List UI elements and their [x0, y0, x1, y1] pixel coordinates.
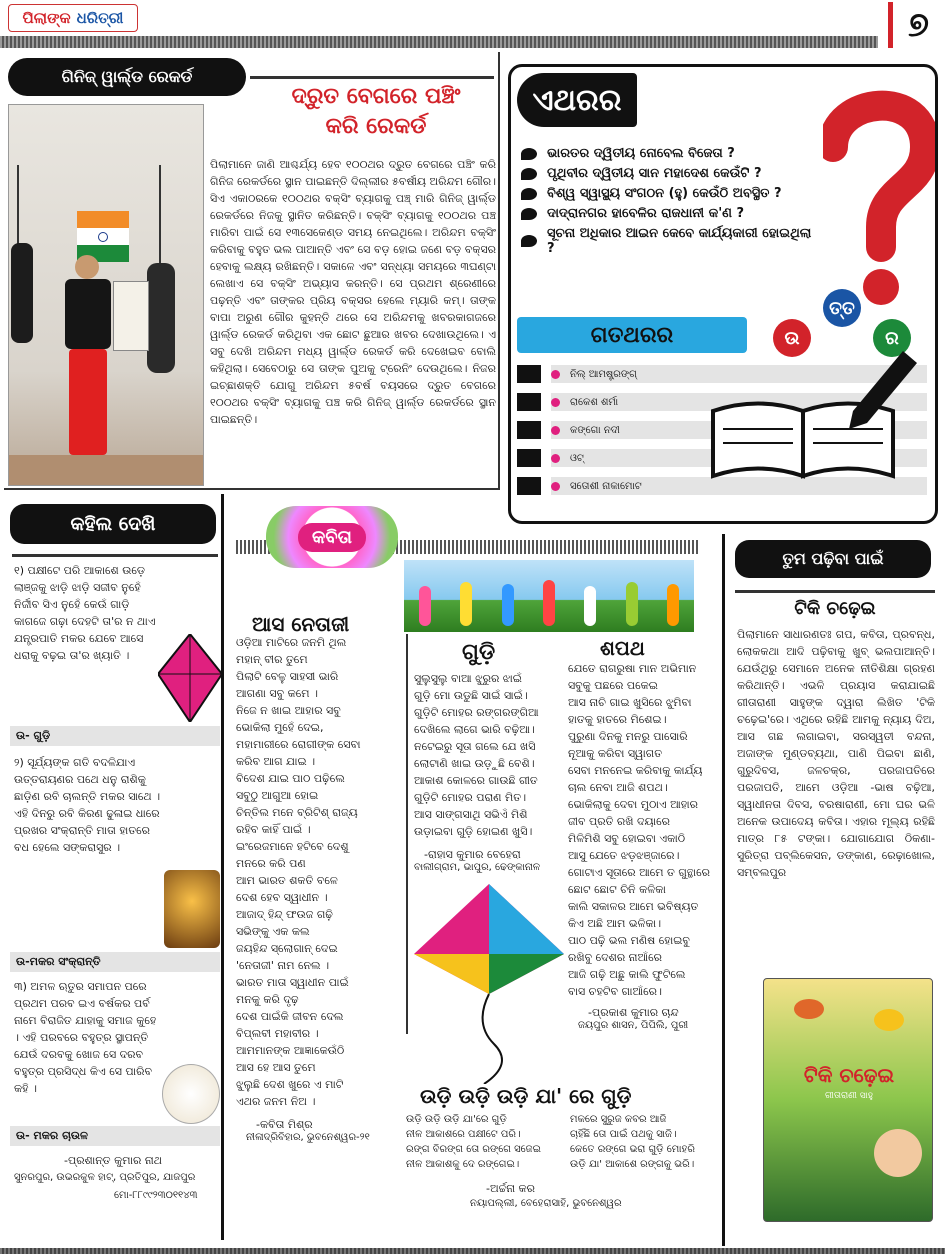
answer-row: ନିଲ୍ ଆମଷ୍ଟ୍ରଙ୍ଗ୍ — [517, 363, 927, 385]
answer-row: କଙ୍ଗୋ ନଦୀ — [517, 419, 927, 441]
poem-line: ପାଠ ପଢ଼ି ଭଲ ମଣିଷ ହୋଇବୁ — [568, 934, 690, 947]
poem-line: କରିବ ଆଗ ଯାଇ । — [236, 755, 316, 768]
poem-line: ଭାରତ ମାତା ସ୍ୱାଧୀନ ପାଇଁ — [236, 976, 349, 989]
boy-body — [65, 279, 111, 349]
record-rule — [250, 76, 494, 79]
poem-line: ଦେଖିଲେ ଲାଗେ ଭାରି ବଢ଼ିଆ। — [414, 723, 535, 736]
quiz-question: ପୃଥିବୀର ଦ୍ୱିତୀୟ ସାନ ମହାଦେଶ କେଉଁଟି ? — [521, 166, 821, 181]
quiz-question: ସୂଚନା ଅଧିକାର ଆଇନ କେବେ କାର୍ଯ୍ୟକାରୀ ହୋଇଥିଲା ? — [521, 226, 821, 256]
answer-row: ରାକେଶ ଶର୍ମା — [517, 391, 927, 413]
answer-row: ଓଟ୍ — [517, 447, 927, 469]
book-title: ଟିକି ଚଢ଼େଇ — [794, 598, 876, 619]
netaji-poem — [236, 634, 406, 1254]
poem-line: ଆସ ସାଙ୍ଗସାଥି ସଭିଏଁ ମିଶି — [414, 808, 528, 821]
poem-line: କେତେ ରଙ୍ଗେ ଭରା ଗୁଡ଼ି ମୋହରି — [570, 1144, 695, 1155]
poem-line: ଭୋକିଲା ମୁହେଁ ଦେଇ, — [236, 721, 324, 734]
poem-line: ବିପ୍ଲବୀ ମହାବୀର । — [236, 1027, 319, 1040]
kite-icon — [158, 634, 222, 722]
bullet-icon — [521, 168, 537, 180]
riddle-2-answer: ଉ-ମକର ସଂକ୍ରାନ୍ତି — [10, 952, 220, 972]
record-title-line1: ଦ୍ରୁତ ବେଗରେ ପଞ୍ଚିଂ — [291, 84, 461, 109]
poem-line: ଚାଲ ନେବା ଆଜି ଶପଥ। — [568, 781, 668, 794]
poem-line: ଚିନ୍ତିଲ ମନେ ବ୍ରିଟିଶ୍ ରାଜ୍ୟ — [236, 806, 358, 819]
bullet-icon — [521, 148, 537, 160]
cover-author: ଗୀତାରାଣୀ ସାହୁ — [825, 1091, 873, 1101]
quiz-section — [508, 64, 938, 524]
kite-colorful-icon — [414, 884, 564, 1084]
answer-row: ସତୋଶୀ ନାକାମୋଟ — [517, 475, 927, 497]
sweets-photo — [164, 870, 220, 948]
certificate — [113, 281, 149, 351]
children-photo — [404, 560, 694, 632]
poem-line: ଆମ ଭାରତ ଶକତି ବଳେ — [236, 874, 338, 887]
poem-line: ଓଡ଼ିଆ ମାଟିରେ ଜନମି ଥିଲ — [236, 636, 347, 649]
punching-bag-icon-2 — [11, 243, 33, 343]
poem-line: ରଙ୍ଗ ବିରଙ୍ଗ ତୋ ରଙ୍ଗେ ସଜେଇ — [406, 1144, 541, 1155]
poem-line: ପିଲାଟି ବେଳୁ ସାହସୀ ଭାରି — [236, 670, 339, 683]
book-body: ପିଲାମାନେ ସାଧାରଣତଃ ଗପ, କବିତା, ପ୍ରବନ୍ଧ, ଲୋକକଥା ଆଦି ପଢ଼ିବାକୁ ଖୁବ୍ ଭଲପାଆନ୍ତି। ଯେଉଁଥିରୁ ସେମାନେ ଅନେକ ନୀତିଶିକ୍ଷା ଗ୍ରହଣ କରିଥାନ୍ତି। ଏଭଳି ପ୍ରୟାସ କରାଯାଇଛି ଗୀତାରାଣୀ ସାହୁଙ୍କ ଦ୍ୱାରା ଲିଖିତ 'ଟିକି ଚଢ଼େଇ'ରେ। ଏଥିରେ ରହିଛି ଆମକୁ ନ୍ୟାୟ ଦିଅ, ଆସ ଗଛ ଲଗାଇବା, ସରସ୍ୱତୀ ବନ୍ଦନା, ଅଜାଙ୍କ ମୁଣ୍ଡବ୍ୟଥା, ପାଣି ପିଇବା ଛାଣି, ଗୁରୁଦିବସ, ଜଳଚକ୍ର, ପରଜାପତିରେ ପରଜାପତି, ଆମେ ଓଡ଼ିଆ -ଭାଷ ବଢ଼ିଆ, ସ୍ୱାଧୀନତା ଦିବସ, ବରଷାରାଣୀ, ମୋ ଘର ଭଳି ଅନେକ ଉପାଦେୟ କବିତା। ଏହାର ମୂଲ୍ୟ ରହିଛି ମାତ୍ର ୮୫ ଟଙ୍କା। ଯୋଗାଯୋଗ ଠିକଣା-ସୁରିତ୍ରା ପବ୍ଲିକେସନ, ଡଙ୍କାଣ, ରେଢ଼ାଖୋଲ, ସମ୍ବଲପୁର — [737, 628, 935, 879]
gudi-poem — [414, 670, 560, 873]
book-section-title: ତୁମ ପଢ଼ିବା ପାଇଁ — [735, 540, 931, 578]
poem-line: ଆସୁ ଯେତେ ଝଡ଼ଝଞ୍ଜାରେ। — [568, 849, 680, 862]
poem-line: ଗୁଡ଼ିଟି ମୋହର ରଙ୍ଗରଙ୍ଗିଆ — [414, 706, 539, 719]
poem-line: ନଟେଇରୁ ସୂତା ଗଲେ ଯେ ଖସି — [414, 740, 536, 753]
riddle-2: ୨) ସୂର୍ଯ୍ୟଙ୍କ ଗତି ବଦଳିଯାଏ ଉତ୍ତରାୟଣର ପଥେ ଧନୁ ରାଶିକୁ ଛାଡ଼ିଣ ରବି ଚାଲନ୍ତି ମକର ସାଥେ । ଏହି ଦିନରୁ ରବି କିରଣ ଢୁଳାଇ ଧାରେ ପ୍ରଖର ସଂକ୍ରାନ୍ତି ମାତା ହାତରେ ବଧ ହେଲେ ସଙ୍କରାସୁର । — [14, 756, 161, 854]
poem-line: ନିଜେ ନ ଖାଇ ଆହାର ସବୁ — [236, 704, 341, 717]
riddles-section — [4, 494, 224, 1240]
record-title-line2: କରି ରେକର୍ଡ — [325, 114, 427, 139]
footer-rule — [0, 1248, 945, 1254]
poem-line: ଚାହିଁଛି ତୋ ପାଇଁ ପଥକୁ ସାଜି। — [570, 1129, 677, 1140]
poem-line: ଲୋଟାଣି ଖାଇ ଉଡ଼ୁଛି ବେଶି। — [414, 757, 535, 770]
riddle-1-answer: ଉ- ଗୁଡ଼ି — [10, 726, 220, 746]
riddle-3-answer: ଉ- ମକର ଚାଉଳ — [10, 1126, 220, 1146]
poem-line: ଝୁଲୁଛି ଦେଶ ଖୁରେ ଏ ମାଟି — [236, 1078, 344, 1091]
boy-legs — [69, 349, 107, 455]
poem-line: 'ନେତାଜୀ' ନାମ ନେଲ । — [236, 959, 330, 972]
uttar-letter-2: ତ୍ତ — [823, 289, 861, 327]
poem-line: ସେବା ମନନେଇ କରିବାକୁ କାର୍ଯ୍ୟ — [568, 764, 703, 777]
poem-line: ଆସ ହେ ଆସ ତୁମେ — [236, 1061, 316, 1074]
poem-line: ମହାନ୍ ବୀର ତୁମେ — [236, 653, 308, 666]
poem-line: ସଭିଙ୍କୁ ଏକ କଲ — [236, 925, 310, 938]
poem-line: ପୁରୁଣା ଦିନକୁ ମନରୁ ପାସୋରି — [568, 730, 688, 743]
poem-line: ବିଦେଶ ଯାଇ ପାଠ ପଢ଼ିଲେ — [236, 772, 345, 785]
question-mark-icon — [823, 77, 935, 307]
poem-line: ମକରେ ସୁରୁଜ କବର ଆଜି — [570, 1114, 667, 1125]
riddle-1: ୧) ପକ୍ଷୀଟେ ପରି ଆକାଶେ ଉଡ଼େ ଲାଞ୍ଜକୁ ଝାଡ଼ି ଝାଡ଼ି ସଜୀବ ନୁହେଁ ନିର୍ଜୀବ ସିଏ ନୁହେଁ କେଉଁ ଗାଡ଼ି କାଗଜେ ଗଢ଼ା ଦେହଟି ତା'ର ନ ଥାଏ ଯନ୍ତ୍ରପାତି ମକର ଯେବେ ଆସେ ଧରାକୁ ବଢ଼ଇ ତା'ର ଖ୍ୟାତି । — [14, 564, 156, 662]
pink-dot-icon — [551, 370, 560, 379]
poem-line: ଆଜି ଗଢ଼ି ଅଛୁ କାଲି ଫୁଟିଲେ — [568, 968, 686, 981]
udi-title: ଉଡ଼ି ଉଡ଼ି ଉଡ଼ି ଯା' ରେ ଗୁଡ଼ି — [420, 1084, 632, 1108]
brand-part2: ଧରିତ୍ରୀ — [76, 9, 124, 27]
netaji-title: ଆସ ନେତାଜୀ — [252, 612, 350, 636]
poem-line: ଉଡ଼ାଇବା ଗୁଡ଼ି ହୋଇଣ ଖୁସି। — [414, 825, 533, 838]
poem-line: ସବୁଠୁ ଆଗୁଆ ହୋଇ — [236, 789, 319, 802]
answers-title: ଗତଥରର — [517, 317, 747, 353]
book-section — [722, 534, 942, 1246]
uttar-letter-1: ଉ — [773, 319, 811, 357]
pink-dot-icon — [551, 454, 560, 463]
bullet-icon — [521, 235, 537, 247]
poem-line: ବାସ ଚହଟିବ ଗାଆଁରେ। — [568, 985, 662, 998]
pink-dot-icon — [551, 398, 560, 407]
poem-line: ଜୟହିନ୍ଦ ସ୍ଲୋଗାନ୍ ଦେଇ — [236, 942, 338, 955]
poem-line: କିଏ ଅଛି ଆମ ଭଳିକା। — [568, 917, 662, 930]
poem-line: କାଲି ସକାଳର ଆମେ ଭବିଷ୍ୟତ — [568, 900, 699, 913]
kabita-badge — [266, 506, 398, 568]
poem-line: ଆକାଶ କୋଳରେ ଗାଉଛି ଗୀତ — [414, 774, 538, 787]
poem-line: ସବୁକୁ ପଛରେ ପକେଇ — [568, 679, 658, 692]
book-pencil-icon — [703, 341, 923, 481]
poem-line: ମନରେ କରି ପଣ — [236, 857, 306, 870]
child-photo — [874, 1129, 922, 1177]
netaji-address: ନୀଳାଦ୍ରିବିହାର, ଭୁବନେଶ୍ୱର-୨୧ — [246, 1132, 370, 1143]
poem-line: ଦେଶ ହେବ ସ୍ୱାଧୀନ । — [236, 891, 328, 904]
udi-col2 — [570, 1112, 720, 1172]
poem-line: ନୂଆକୁ କରିବା ସ୍ୱାଗତ — [568, 747, 663, 760]
poem-line: ରହିବ କାହିଁ ପାଇଁ । — [236, 823, 311, 836]
poem-line: ରଖିବୁ ଦେଶର ନାଆଁରେ — [568, 951, 663, 964]
poem-line: ନୀଳ ଆକାଶରେ ପକ୍ଷୀଟେ ପରି। — [406, 1129, 521, 1140]
poem-line: ଛୋଟ ଛୋଟ ଚିନି କଳିକା — [568, 883, 666, 896]
shapath-title: ଶପଥ — [600, 636, 645, 660]
record-title — [256, 82, 496, 142]
poem-line: ଆସ ନାଚି ଗାଇ ଖୁସିରେ ଝୁମିବା — [568, 696, 692, 709]
poem-line: ଆମମାନଙ୍କ ଆଜ୍ଞାକେଉଁଠି — [236, 1044, 345, 1057]
udi-author: -ଅର୍ଚ୍ଚନା କର — [486, 1182, 536, 1195]
poem-line: ସୁଲୁସୁଲୁ ବାଆ ଝୁରୁର ଝାଇଁ — [414, 672, 522, 685]
poem-line: ଗୋଟାଏ ସୂତାରେ ଆମେ ତ ଗୁନ୍ଥାରେ — [568, 866, 711, 879]
bird-icon-2 — [874, 1009, 904, 1031]
udi-address: ନୟାପଲ୍ଲୀ, ବେହେରାସାହି, ଭୁବନେଶ୍ୱର — [470, 1198, 622, 1209]
poem-line: ଏଥର ଜନମ ନିଅ । — [236, 1095, 316, 1108]
poem-line: ମହାମାରୀରେ ରୋଗୀଙ୍କ ସେବା — [236, 738, 361, 751]
bullet-icon — [521, 208, 537, 220]
poem-line: ନୀଳ ଆକାଶକୁ ଦେ ରଙ୍ଗେଇ। — [406, 1159, 520, 1170]
record-section — [4, 52, 500, 490]
bullet-icon — [521, 188, 537, 200]
shapath-lines — [568, 660, 716, 1000]
poem-line: ଦେଶ ପାଇଁକି ଜୀବନ ଦେଲ — [236, 1010, 344, 1023]
book-cover — [763, 978, 933, 1222]
riddles-author: -ପ୍ରଶାନ୍ତ କୁମାର ନାଥ — [64, 1154, 162, 1167]
riddles-address: ସୁନରପୁର, ଉଭରକୁଳ ହାଟ୍, ପ୍ରତିପୁର, ଯାଜପୁର — [14, 1172, 196, 1183]
punching-bag-icon — [147, 263, 175, 373]
shapath-poem — [568, 660, 716, 1031]
record-banner: ଗିନିଜ୍ ୱାର୍ଲ୍ଡ ରେକର୍ଡ — [8, 58, 246, 96]
quiz-questions — [521, 141, 821, 261]
brand-part1: ପିଲାଙ୍କ — [22, 9, 71, 27]
poem-line: ଭୋକିଲାକୁ ଦେବା ମୁଠାଏ ଆହାର — [568, 798, 698, 811]
riddles-title-wrap — [10, 504, 216, 544]
record-body: ପିଲାମାନେ ଜାଣି ଆଶ୍ଚର୍ଯ୍ୟ ହେବ ୧୦୦ଥର ଦ୍ରୁତ ବେଗରେ ପଞ୍ଚିଂ କରି ଗିନିଜ ରେକର୍ଡରେ ସ୍ଥାନ ପାଇଛନ୍ତି ଦିଲ୍ଲୀର ୫ବର୍ଷୀୟ ଅରିନ୍ଦମ ଗୌର। ସିଏ ଏକାଠରକେ ୧୦୦ଥର ବକ୍ସିଂ ବ୍ୟାଗକୁ ପଞ୍ଚ୍ ମାରି ଗିନିଜ୍ ୱାର୍ଲ୍ଡ ରେକର୍ଡରେ ନିଜକୁ ସ୍ଥାନିତ କରିଛନ୍ତି। ବକ୍ସିଂ ବ୍ୟାଗକୁ ୧୦୦ଥର ପଞ୍ଚ ମାରିବା ପାଇଁ ସେ ୧୩ସେକେଣ୍ଡ ସମୟ ନେଇଥିଲେ। ଅରିନ୍ଦମ ବକ୍ସିଂ କରିବାକୁ ବହୁତ ଭଲ ପାଆନ୍ତି ଏବଂ ସେ ବଡ଼ ହୋଇ ଜଣେ ବଡ଼ ବକ୍ସର ହେବାକୁ ଲକ୍ଷ୍ୟ ରଖିଛନ୍ତି। ସକାଳେ ଏବଂ ସନ୍ଧ୍ୟା ସମୟରେ ୩ଘଣ୍ଟା ଲେଖାଏ ସେ ବକ୍ସିଂ ଅଭ୍ୟାସ କରନ୍ତି। ସେ ପ୍ରଥମ ଶ୍ରେଣୀରେ ପଢ଼ନ୍ତି ଏବଂ ତାଙ୍କର ପ୍ରିୟ ବକ୍ସର ହେଲେ ମ୍ୟାରି କମ୍। ତାଙ୍କ ବାପା ଅରୁଣ ଗୌର କୁହନ୍ତି ଥରେ ସେ ଅରିନ୍ଦମକୁ ଖବରକାଗଜରେ ୱାର୍ଲ୍ଡ ରେକର୍ଡ କରିଥିବା ଏକ ଛୋଟ ଛୁଆର ଖବର ଦେଖାଉଥିଲେ। ଏ ସବୁ ଦେଖି ଅରିନ୍ଦମ ମଧ୍ୟ ୱାର୍ଲ୍ଡ ରେକର୍ଡ କରି ଦେଖେଇବ ବୋଲି କହିଥିଲା। ସେବେଠାରୁ ସେ ତାଙ୍କ ପୁଅକୁ ଟ୍ରେନିଂ ଦେଉଥିଲେ। ନିଜର ଇଚ୍ଛାଶକ୍ତି ଯୋଗୁ ଅରିନ୍ଦମ ୫ବର୍ଷ ବୟସରେ ଦ୍ରୁତ ବେଗରେ ୧୦୦ଥର ବକ୍ସିଂ ବ୍ୟାଗକୁ ପଞ୍ଚ କରି ଗିନିଜ୍ ୱାର୍ଲ୍ଡ ରେକର୍ଡରେ ସ୍ଥାନ ପାଇଛନ୍ତି। — [210, 158, 496, 426]
page-number: ୭ — [888, 2, 944, 48]
poem-line: ହାତକୁ ହାତରେ ମିଶେଇ। — [568, 713, 667, 726]
brand-logo — [8, 4, 138, 32]
cover-title: ଟିକି ଚଢ଼େଇ — [803, 1063, 895, 1087]
kheer-photo — [162, 1064, 220, 1124]
netaji-lines — [236, 634, 406, 1110]
poem-line: ଗୁଡ଼ି ମୋ ଉଡୁଛି ସାଇଁ ସାଇଁ। — [414, 689, 528, 702]
udi-poem — [406, 1112, 720, 1172]
pink-dot-icon — [551, 426, 560, 435]
pink-dot-icon — [551, 482, 560, 491]
quiz-question: ଦାଦ୍ରାନଗର ହାବେଳିର ରାଜଧାନୀ କ'ଣ ? — [521, 206, 821, 221]
riddles-title: କହିଲ ଦେଖି — [10, 504, 216, 544]
boy-head — [75, 255, 99, 279]
quiz-title: ଏଥରର — [517, 73, 637, 127]
poem-line: ଆଗଣା ସବୁ କମେ । — [236, 687, 318, 700]
shapath-address: ଜୟପୁର ଶାସନ, ପିପିଲି, ପୁରୀ — [578, 1020, 689, 1031]
shapath-author: -ପ୍ରକାଶ କୁମାର ଚାନ୍ଦ — [588, 1006, 679, 1019]
poem-line: ଉଡ଼ି ଉଡ଼ି ଉଡ଼ି ଯା'ରେ ଗୁଡ଼ି — [406, 1114, 507, 1125]
poem-line: ଜୀବ ପ୍ରତି ରଖି ଦୟାରେ — [568, 815, 670, 828]
riddle-3: ୩) ଅମଳ ଋତୁର ସମାପନ ପରେ ପ୍ରଥମ ପରବ ଇଏ ବର୍ଷକର ପର୍ବ ନାମେ ବିରାଜିତ ଯାହାକୁ ସମାଜ କୁହେ । ଏହି ପରବରେ ବହୁତ୍ର ସ୍ଥାପନ୍ତି ଯେଉଁ ଦରବକୁ ଖୋଜ ସେ ଦରବ ବହୁତ୍ର ପ୍ରସିଦ୍ଧ କିଏ ସେ ପାରିବ କହି । — [14, 980, 157, 1095]
gudi-author: -ରାହାସ କୁମାର ବେହେରା — [424, 848, 521, 861]
kabita-label: କବିତା — [298, 523, 366, 552]
poem-line: ମିଳିମିଶି ସବୁ ହୋଇବା ଏକାଠି — [568, 832, 686, 845]
poem-line: ଉଡ଼ି ଯା' ଆକାଶେ ରଙ୍ଗକୁ ଭରି। — [570, 1159, 695, 1170]
header-rule — [0, 36, 878, 48]
gudi-address: ବାଲୀଗ୍ରାମ, ଭାପୁର, ଢେଙ୍କାନାଳ — [414, 862, 541, 873]
gudi-lines — [414, 670, 560, 840]
quiz-question: ଭାରତର ଦ୍ୱିତୀୟ ନୋବେଲ ବିଜେତା ? — [521, 146, 821, 161]
record-photo — [8, 104, 204, 486]
netaji-author: -କବିତା ମିଶ୍ର — [256, 1118, 313, 1131]
udi-col1 — [406, 1112, 556, 1172]
riddles-phone: ମୋ-୮୮୯୯୨୩୦୧୧୪୩ — [114, 1190, 198, 1201]
poem-line: ଆଜାଦ୍ ହିନ୍ଦ୍ ଫଉଜ ଗଢ଼ି — [236, 908, 333, 921]
uttar-letter-3: ର — [873, 319, 911, 357]
poem-line: ଗୁଡ଼ିଟି ମୋହର ପରାଣ ମିତ। — [414, 791, 527, 804]
poem-line: ଯେତେ ରାଗରୁଷା ମାନ ଅଭିମାନ — [568, 662, 697, 675]
gudi-title: ଗୁଡ଼ି — [462, 640, 496, 665]
poem-line: ଇଂରେଜମାନେ ହଟିବେ ଦେଶୁ — [236, 840, 349, 853]
quiz-question: ବିଶ୍ୱ ସ୍ୱାସ୍ଥ୍ୟ ସଂଗଠନ (ହୁ) କେଉଁଠି ଅବସ୍ଥିତ ? — [521, 186, 821, 201]
bird-icon — [794, 999, 824, 1019]
poem-line: ମନକୁ କରି ଦୃଢ଼ — [236, 993, 299, 1006]
